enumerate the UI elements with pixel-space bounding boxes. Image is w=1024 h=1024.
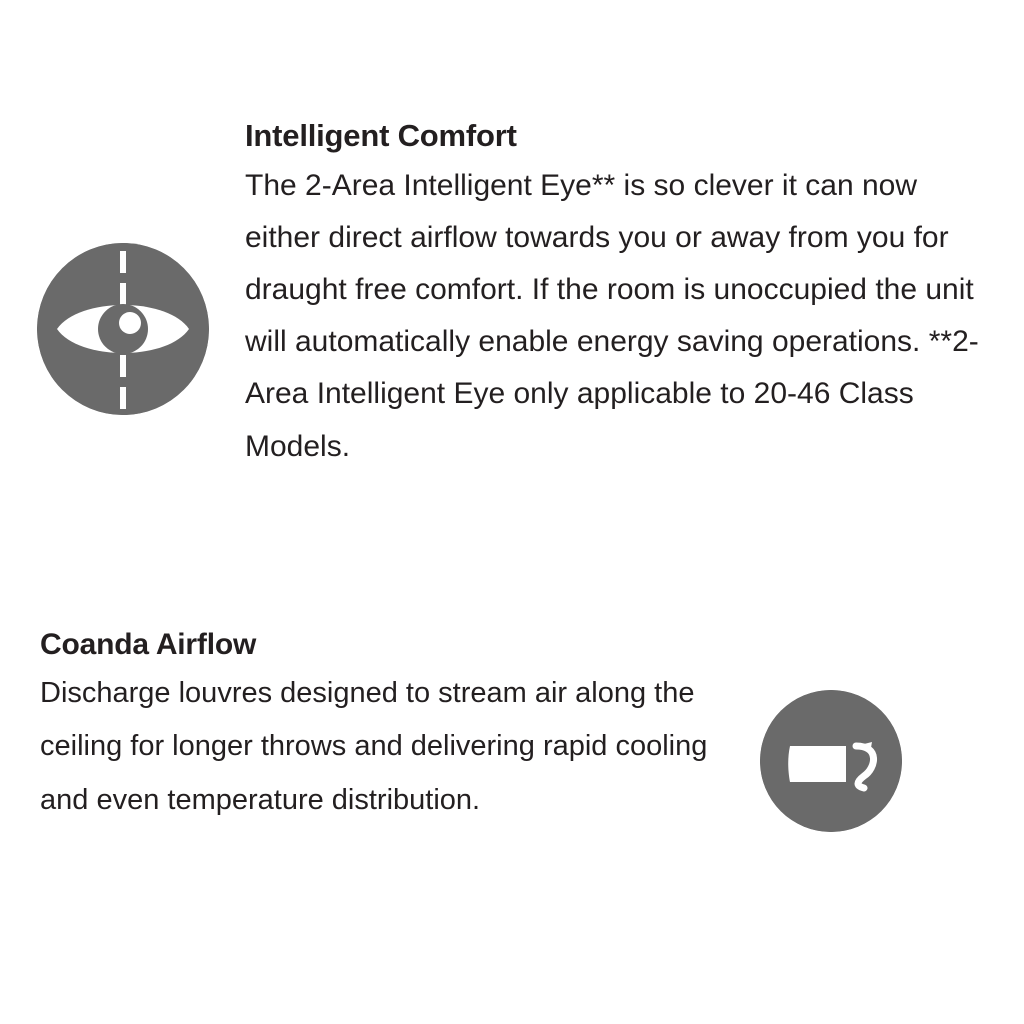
coanda-airflow-icon: [760, 690, 902, 832]
feature-text-container: [245, 118, 990, 473]
feature-icon-container: [760, 628, 1024, 832]
feature-body: The 2-Area Intelligent Eye** is so clever it can now either direct airflow towards you or away from you for draught free comfort. If the room is unoccupied the unit will automatically enable energy saving operations. **2-Area Intelligent Eye only applicable to 20-46 Class Models.: [245, 168, 979, 463]
feature-icon-container: [0, 118, 245, 415]
feature-title: Intelligent Comfort: [245, 118, 517, 153]
feature-intelligent-comfort: [0, 118, 1024, 473]
feature-title: Coanda Airflow: [40, 628, 257, 661]
feature-text-container: [0, 628, 760, 827]
feature-coanda-airflow: [0, 628, 1024, 832]
intelligent-eye-icon: [37, 243, 209, 415]
feature-body: Discharge louvres designed to stream air along the ceiling for longer throws and delivering rapid cooling and even temperature distribution.: [40, 676, 708, 816]
